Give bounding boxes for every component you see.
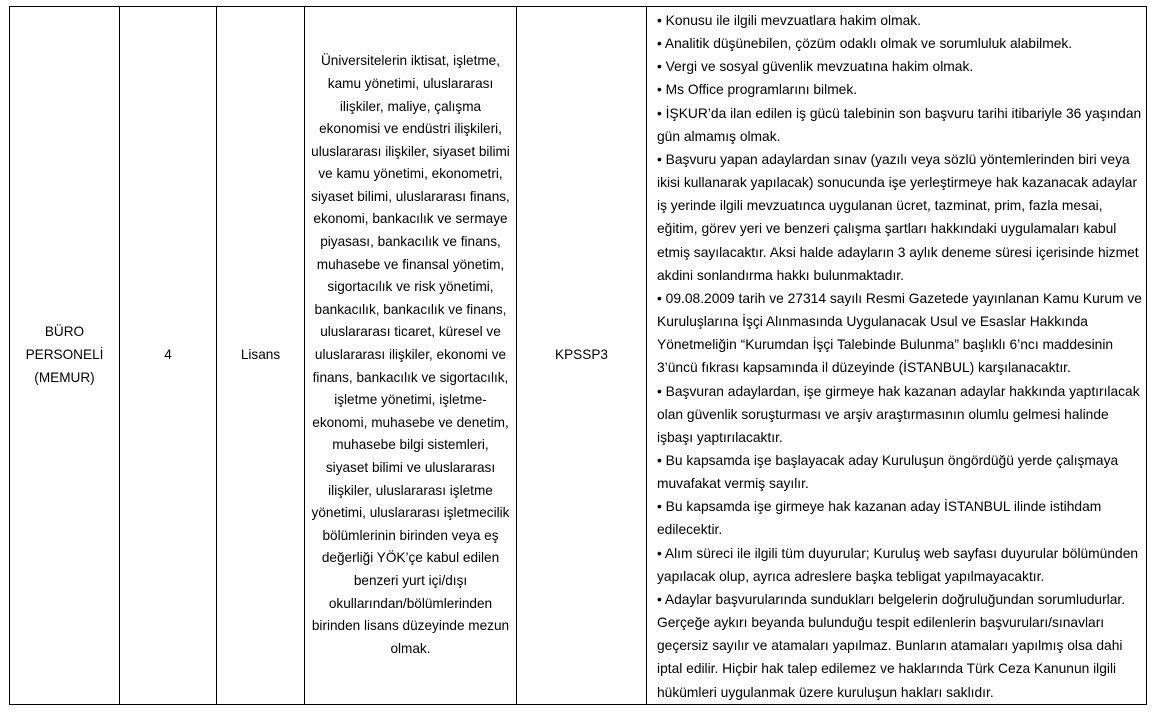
requirement-item: • 09.08.2009 tarih ve 27314 sayılı Resmi Gazetede yayınlanan Kamu Kurum ve Kuruluşlarına İşçi Alınmasında Uygulanacak Usul ve Esaslar Hakkında Yönetmeliğin “Kurumdan İşçi Talebinde Bulunma” başlıklı 6’ncı maddesinin 3’üncü fıkrası kapsamında il düzeyinde (İSTANBUL) karşılanacaktır. bbox=[657, 290, 1142, 376]
position-title-cell bbox=[10, 7, 120, 705]
departments-cell: Üniversitelerin iktisat, işletme, kamu yönetimi, uluslararası ilişkiler, maliye, çalışma ekonomisi ve endüstri ilişkileri, uluslararası ilişkiler, siyaset bilimi ve kamu yönetimi, ekonometri, siyaset bilimi, uluslararası finans, ekonomi, bankacılık ve sermaye piyasası, bankacılık ve finans, muhasebe ve finansal yönetim, sigortacılık ve risk yönetimi, bankacılık, bankacılık ve finans, uluslararası ticaret, küresel ve uluslararası ilişkiler, ekonomi ve finans, bankacılık ve sigortacılık, işletme yönetimi, işletme-ekonomi, muhasebe ve denetim, muhasebe bilgi sistemleri, siyaset bilimi ve uluslararası ilişkiler, uluslararası işletme yönetimi, uluslararası işletmecilik bölümlerinin birinden veya eş değerliği YÖK’çe kabul edilen benzeri yurt içi/dışı okullarından/bölümlerinden birinden lisans düzeyinde mezun olmak. bbox=[305, 7, 517, 705]
position-title-line: BÜRO bbox=[44, 324, 85, 340]
requirement-item: • Vergi ve sosyal güvenlik mevzuatına hakim olmak. bbox=[657, 59, 974, 75]
position-title-line: (MEMUR) bbox=[34, 369, 95, 385]
requirement-item: • Bu kapsamda işe başlayacak aday Kuruluşun öngördüğü yerde çalışmaya muvafakat vermiş sayılır. bbox=[657, 452, 1119, 492]
job-listing-table bbox=[9, 6, 1147, 705]
requirement-item: • Bu kapsamda işe girmeye hak kazanan aday İSTANBUL ilinde istihdam edilecektir. bbox=[657, 499, 1102, 538]
requirement-item: • Alım süreci ile ilgili tüm duyurular; Kuruluş web sayfası duyurular bölümünden yapılacak olup, ayrıca adreslere başka tebligat yapılmayacaktır. bbox=[657, 545, 1139, 584]
position-count-cell: 4 bbox=[120, 7, 217, 705]
requirement-item: • İŞKUR’da ilan edilen iş gücü talebinin son başvuru tarihi itibariyle 36 yaşından gün almamış olmak. bbox=[657, 105, 1142, 144]
requirement-item: • Analitik düşünebilen, çözüm odaklı olmak ve sorumluluk alabilmek. bbox=[657, 36, 1073, 52]
requirement-item: • Başvuru yapan adaylardan sınav (yazılı veya sözlü yöntemlerinden biri veya ikisi kullanarak yapılacak) sonucunda işe yerleştirmeye hak kazanacak adaylar iş yerinde ilgili mevzuatınca uygulanan ücret, tazminat, prim, fazla mesai, eğitim, görev yeri ve benzeri çalışma şartları hakkındaki uygulamaları kabul etmiş sayılacaktır. Aksi halde adayların 3 aylık deneme süresi içerisinde hizmet akdini sonlandırma hakkı bulunmaktadır. bbox=[657, 151, 1139, 283]
requirement-item: • Konusu ile ilgili mevzuatlara hakim olmak. bbox=[657, 13, 922, 28]
requirements-cell bbox=[647, 7, 1147, 705]
requirement-item: • Adaylar başvurularında sundukları belgelerin doğruluğundan sorumludurlar. Gerçeğe aykırı beyanda bulunduğu tespit edilenlerin başvuruları/sınavları geçersiz sayılır ve atamaları yapılmaz. Bunların atamaları yapılmış olsa dahi iptal edilir. Hiçbir hak talep edilemez ve haklarında Türk Ceza Kanunun ilgili hükümleri uygulanmak üzere kuruluşun hakları saklıdır. bbox=[657, 591, 1126, 700]
exam-type-cell: KPSSP3 bbox=[517, 7, 647, 705]
table-row bbox=[10, 7, 1147, 705]
requirement-item: • Ms Office programlarını bilmek. bbox=[657, 82, 858, 98]
education-level-cell: Lisans bbox=[217, 7, 305, 705]
position-title-line: PERSONELİ bbox=[25, 347, 104, 363]
requirement-item: • Başvuran adaylardan, işe girmeye hak kazanan adaylar hakkında yaptırılacak olan güvenlik soruşturması ve arşiv araştırmasının olumlu gelmesi halinde işbaşı yaptırılacaktır. bbox=[657, 383, 1140, 445]
